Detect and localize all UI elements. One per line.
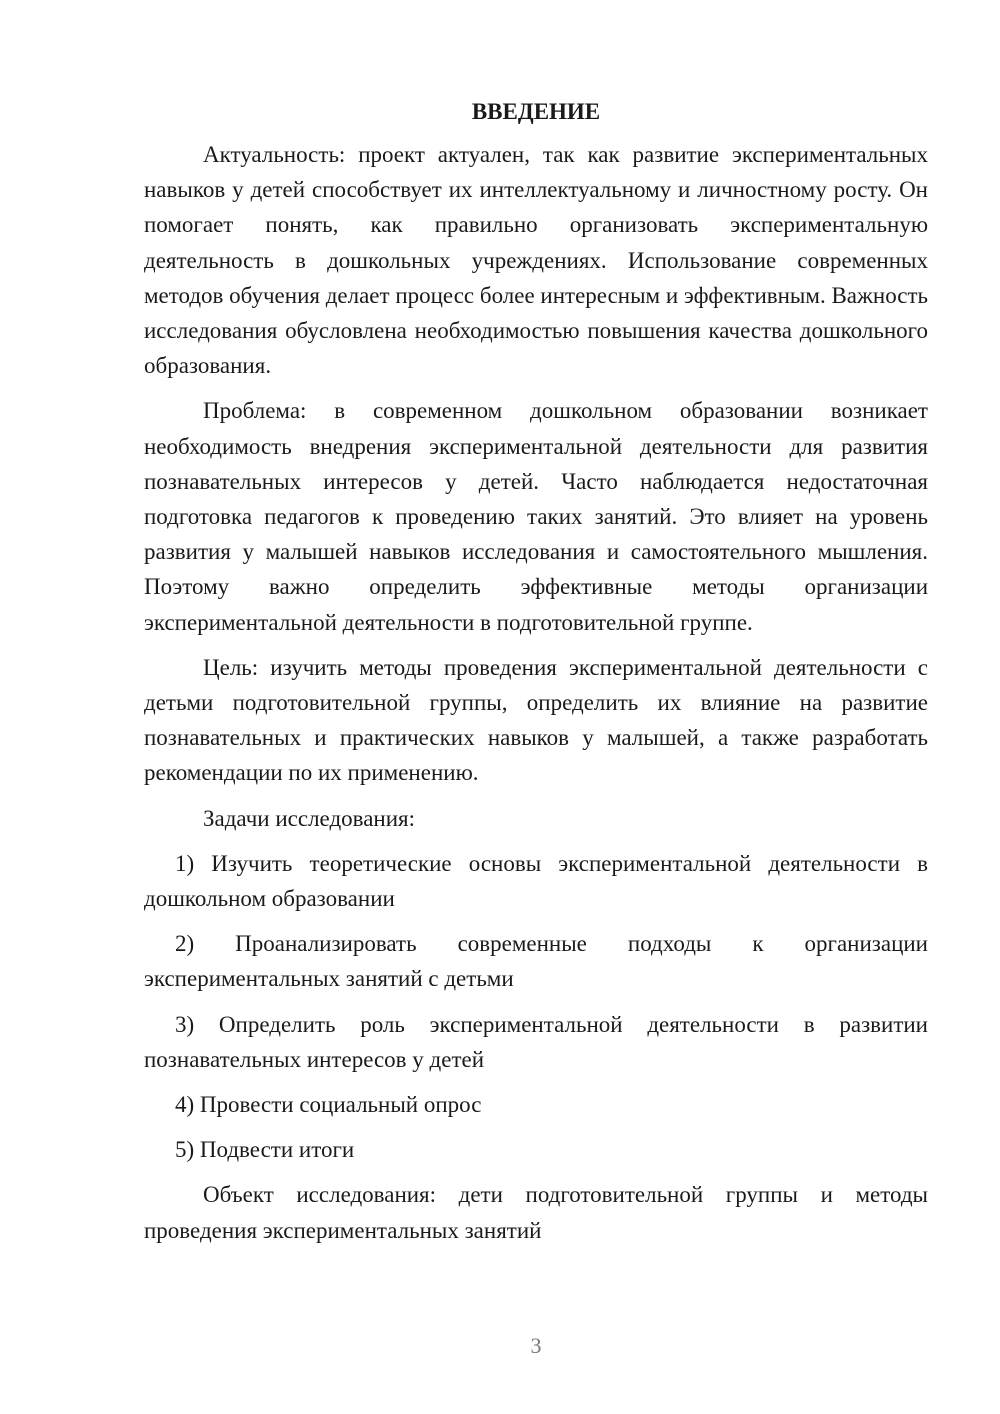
problem-paragraph: Проблема: в современном дошкольном образовании возникает необходимость внедрения экспериментальной деятельности для развития познавательных интересов у детей. Часто наблюдается недостаточная подготовка педагогов к проведению таких занятий. Это влияет на уровень развития у малышей навыков исследования и самостоятельного мышления. Поэтому важно определить эффективные методы организации экспериментальной деятельности в подготовительной группе. [144,398,928,635]
spacer [144,836,928,846]
task-item-3: 3) Определить роль экспериментальной деятельности в развитии познавательных интересов у детей [144,1011,928,1072]
section-heading: ВВЕДЕНИЕ [471,99,601,124]
spacer [144,1167,928,1177]
page-body [144,94,928,1248]
task-item-4: 4) Провести социальный опрос [175,1092,482,1118]
spacer [144,1122,928,1132]
spacer [144,997,928,1007]
task-item-1: 1) Изучить теоретические основы экспериментальной деятельности в дошкольном образовании [144,850,928,912]
page-number: 3 [530,1333,542,1358]
task-item-5: 5) Подвести итоги [175,1137,355,1163]
spacer [144,916,928,926]
tasks-heading: Задачи исследования: [203,805,416,831]
goal-paragraph: Цель: изучить методы проведения экспериментальной деятельности с детьми подготовительной группы, определить их влияние на развитие познавательных и практических навыков у малышей, а также разработать рекомендации по их применению. [144,654,928,786]
relevance-paragraph: Актуальность: проект актуален, так как развитие экспериментальных навыков у детей способствует их интеллектуальному и личностному росту. Он помогает понять, как правильно организовать экспериментальную деятельность в дошкольных учреждениях. Использование современных методов обучения делает процесс более интересным и эффективным. Важность исследования обусловлена необходимостью повышения качества дошкольного образования. [144,142,929,379]
spacer [144,1077,928,1087]
object-paragraph: Объект исследования: дети подготовительной группы и методы проведения экспериментальных занятий [144,1182,928,1243]
task-item-2: 2) Проанализировать современные подходы к организации экспериментальных занятий с детьми [144,931,928,992]
